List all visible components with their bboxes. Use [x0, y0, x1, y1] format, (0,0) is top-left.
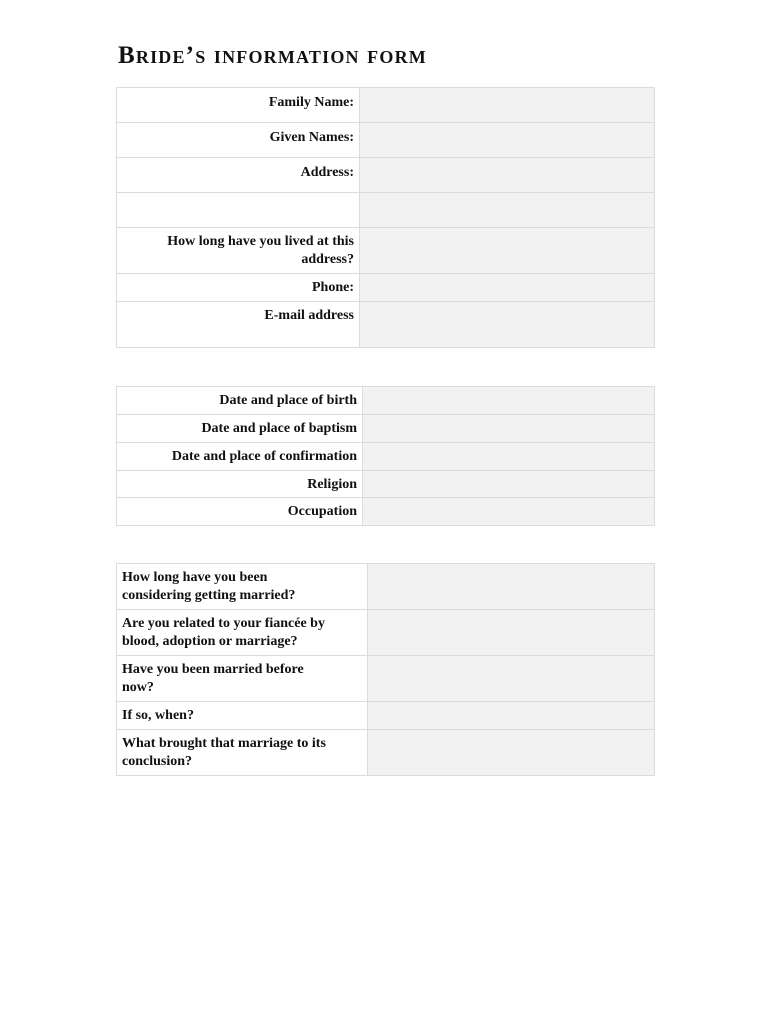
form-row-address-duration	[117, 228, 655, 274]
address-line-2-label	[117, 193, 360, 228]
family-name-field[interactable]	[360, 88, 655, 123]
conclusion-label: What brought that marriage to its conclusion?	[117, 730, 368, 776]
background-table	[116, 386, 655, 526]
form-row-related	[117, 610, 655, 656]
related-label: Are you related to your fiancée by blood, adoption or marriage?	[117, 610, 368, 656]
marriage-questions-table	[116, 563, 655, 776]
address-line-2-field[interactable]	[360, 193, 655, 228]
phone-label: Phone:	[117, 274, 360, 302]
address-label: Address:	[117, 158, 360, 193]
form-row-when	[117, 702, 655, 730]
form-row-given-names	[117, 123, 655, 158]
when-field[interactable]	[368, 702, 655, 730]
occupation-field[interactable]	[363, 498, 655, 526]
family-name-label: Family Name:	[117, 88, 360, 123]
form-row-address	[117, 158, 655, 193]
form-row-occupation	[117, 498, 655, 526]
conclusion-field[interactable]	[368, 730, 655, 776]
address-duration-field[interactable]	[360, 228, 655, 274]
baptism-label: Date and place of baptism	[117, 415, 363, 443]
form-row-address-line-2	[117, 193, 655, 228]
form-row-conclusion	[117, 730, 655, 776]
religion-label: Religion	[117, 471, 363, 498]
phone-field[interactable]	[360, 274, 655, 302]
address-field[interactable]	[360, 158, 655, 193]
form-row-religion	[117, 471, 655, 498]
form-title: Bride’s information form	[118, 42, 427, 69]
considering-marriage-field[interactable]	[368, 564, 655, 610]
married-before-field[interactable]	[368, 656, 655, 702]
birth-label: Date and place of birth	[117, 387, 363, 415]
email-field[interactable]	[360, 302, 655, 348]
given-names-field[interactable]	[360, 123, 655, 158]
religion-field[interactable]	[363, 471, 655, 498]
form-row-married-before	[117, 656, 655, 702]
personal-details-table	[116, 87, 655, 348]
form-row-birth	[117, 387, 655, 415]
considering-marriage-label: How long have you been considering getting married?	[117, 564, 368, 610]
form-row-confirmation	[117, 443, 655, 471]
baptism-field[interactable]	[363, 415, 655, 443]
form-row-family-name	[117, 88, 655, 123]
confirmation-label: Date and place of confirmation	[117, 443, 363, 471]
form-row-considering-marriage	[117, 564, 655, 610]
form-row-email	[117, 302, 655, 348]
when-label: If so, when?	[117, 702, 368, 730]
form-row-baptism	[117, 415, 655, 443]
form-row-phone	[117, 274, 655, 302]
birth-field[interactable]	[363, 387, 655, 415]
given-names-label: Given Names:	[117, 123, 360, 158]
confirmation-field[interactable]	[363, 443, 655, 471]
related-field[interactable]	[368, 610, 655, 656]
email-label: E-mail address	[117, 302, 360, 348]
address-duration-label: How long have you lived at this address?	[117, 228, 360, 274]
occupation-label: Occupation	[117, 498, 363, 526]
married-before-label: Have you been married before now?	[117, 656, 368, 702]
